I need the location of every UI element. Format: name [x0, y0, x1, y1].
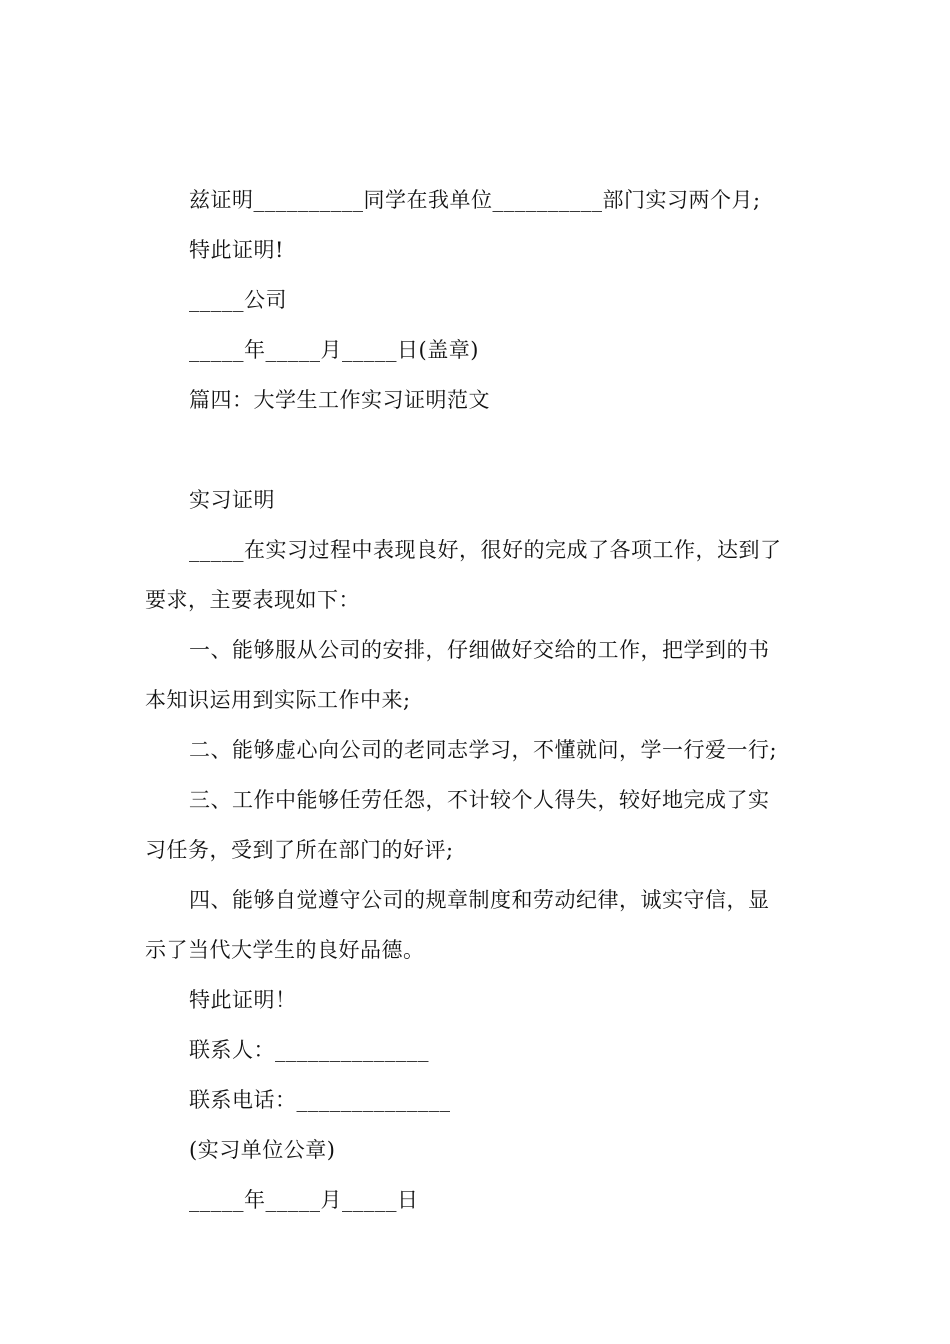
paragraph-intro-line-2: 要求，主要表现如下： — [145, 588, 360, 612]
paragraph-intro-line-1: _____在实习过程中表现良好，很好的完成了各项工作，达到了 — [189, 538, 782, 562]
item-two: 二、能够虚心向公司的老同志学习，不懂就问，学一行爱一行; — [189, 738, 778, 762]
company-seal-note: (实习单位公章) — [189, 1138, 336, 1162]
item-three-line-1: 三、工作中能够任劳任怨，不计较个人得失，较好地完成了实 — [189, 788, 770, 812]
contact-person-field: 联系人：______________ — [189, 1038, 429, 1062]
item-four-line-2: 示了当代大学生的良好品德。 — [145, 938, 425, 962]
date-seal-field: _____年_____月_____日(盖章) — [189, 338, 479, 362]
contact-phone-field: 联系电话：______________ — [189, 1088, 451, 1112]
certificate-closing-2: 特此证明！ — [189, 988, 297, 1012]
certificate-title: 实习证明 — [189, 488, 275, 512]
item-four-line-1: 四、能够自觉遵守公司的规章制度和劳动纪律，诚实守信，显 — [189, 888, 770, 912]
item-one-line-1: 一、能够服从公司的安排，仔细做好交给的工作，把学到的书 — [189, 638, 770, 662]
company-name-field: _____公司 — [189, 288, 287, 312]
item-three-line-2: 习任务，受到了所在部门的好评; — [145, 838, 454, 862]
date-field: _____年_____月_____日 — [189, 1188, 419, 1212]
item-one-line-2: 本知识运用到实际工作中来; — [145, 688, 411, 712]
certificate-body-line: 兹证明__________同学在我单位__________部门实习两个月; — [189, 188, 761, 212]
section-heading: 篇四：大学生工作实习证明范文 — [189, 388, 490, 412]
certificate-closing: 特此证明! — [189, 238, 284, 262]
